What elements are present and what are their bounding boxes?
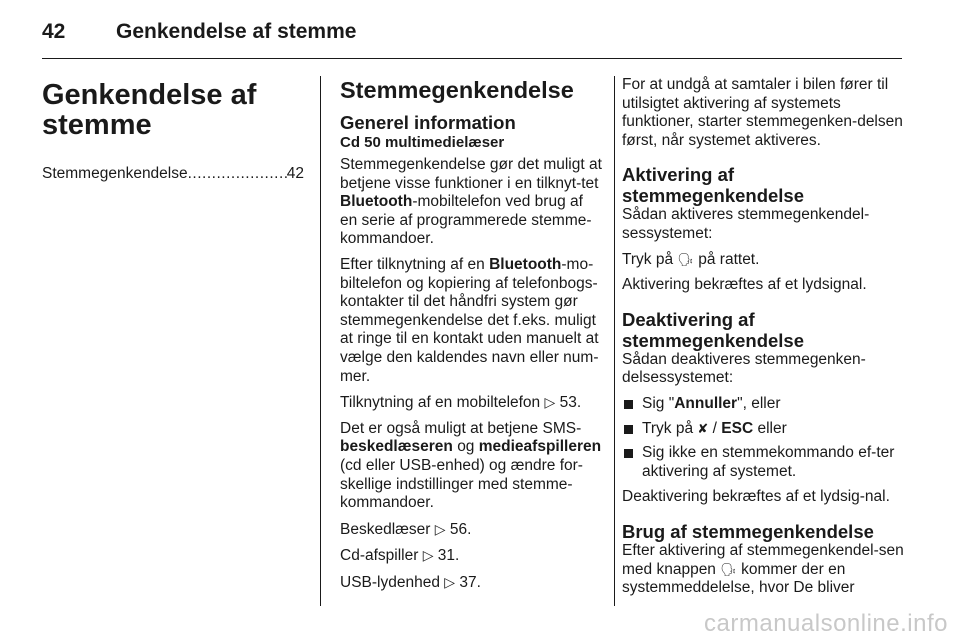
cross-reference[interactable]: Tilknytning af en mobiltelefon ▷ 53. (340, 394, 582, 412)
list-item: Sig ikke en stemmekommando ef-ter aktivering af systemet. (622, 444, 904, 481)
list-item: Sig "Annuller", eller (622, 395, 904, 414)
paragraph: For at undgå at samtaler i bilen fører til utilsigtet aktivering af systemets funktioner, starter stemmegenken-delsen først, når systemet aktiveres. (622, 76, 903, 149)
cross-reference[interactable]: USB-lydenhed ▷ 37. (340, 573, 481, 591)
voice-button-icon: 🗣︎ (720, 561, 737, 577)
page-ref-arrow-icon: ▷ (544, 394, 556, 411)
watermark: carmanualsonline.info (704, 610, 948, 637)
cross-reference[interactable]: Beskedlæser ▷ 56. (340, 520, 472, 538)
section-title: Stemmegenkendelse (340, 77, 574, 103)
toc-leader (188, 164, 287, 184)
chapter-column (42, 80, 304, 184)
voice-button-icon: 🗣︎ (677, 251, 694, 267)
page-number: 42 (42, 20, 66, 43)
paragraph: Det er også muligt at betjene SMS- beskedlæseren og medieafspilleren (cd eller USB-enhed) og ændre for-skellige indstillinger med stemme-kommandoer. (340, 419, 602, 512)
bullet-list (622, 395, 904, 481)
page-ref-arrow-icon: ▷ (444, 573, 456, 590)
content-column-3 (622, 76, 904, 605)
device-heading: Cd 50 multimedielæser (340, 134, 505, 151)
paragraph: Sådan aktiveres stemmegenkendel-sessystemet: (622, 206, 870, 242)
subsection-title: Deaktivering af stemmegenkendelse (622, 308, 805, 351)
running-title: Genkendelse af stemme (116, 20, 357, 43)
list-item: Tryk på ✘ / ESC eller (622, 420, 904, 439)
paragraph: Efter tilknytning af en Bluetooth-mo-biltelefon og kopiering af telefonbogs-kontakter til det håndfri system gør stemmegenkendelse det f.eks. muligt at ringe til en kontakt uden manuelt at vælge den kaldendes navn eller num-mer. (340, 255, 599, 385)
paragraph: Efter aktivering af stemmegenkendel-sen med knappen 🗣︎ kommer der en systemmeddelelse, hvor De bliver (622, 541, 904, 597)
toc-entry[interactable] (42, 164, 304, 184)
paragraph: Tryk på 🗣︎ på rattet. (622, 250, 760, 268)
toc-label: Stemmegenkendelse (42, 165, 188, 182)
subsection-title: Aktivering af stemmegenkendelse (622, 164, 805, 207)
column-divider (320, 76, 321, 606)
subsection-title: Generel information (340, 112, 516, 133)
paragraph: Sådan deaktiveres stemmegenken-delsessystemet: (622, 350, 866, 387)
paragraph: Aktivering bekræftes af et lydsignal. (622, 276, 867, 294)
chapter-title: Genkendelse af stemme (42, 79, 257, 141)
page-header (42, 14, 902, 59)
column-divider (614, 76, 615, 606)
content-column-2 (340, 76, 604, 599)
phone-hangup-icon: ✘ (697, 420, 709, 436)
cross-reference[interactable]: Cd-afspiller ▷ 31. (340, 547, 460, 565)
toc-page: 42 (286, 165, 304, 182)
page-ref-arrow-icon: ▷ (434, 520, 446, 537)
paragraph: Stemmegenkendelse gør det muligt at betjene visse funktioner i en tilknyt-tet Bluetooth-mobiltelefon ved brug af en serie af programmerede stemme-kommandoer. (340, 156, 602, 248)
paragraph: Deaktivering bekræftes af et lydsig-nal. (622, 488, 890, 506)
page-ref-arrow-icon: ▷ (422, 547, 434, 564)
subsection-title: Brug af stemmegenkendelse (622, 520, 874, 542)
